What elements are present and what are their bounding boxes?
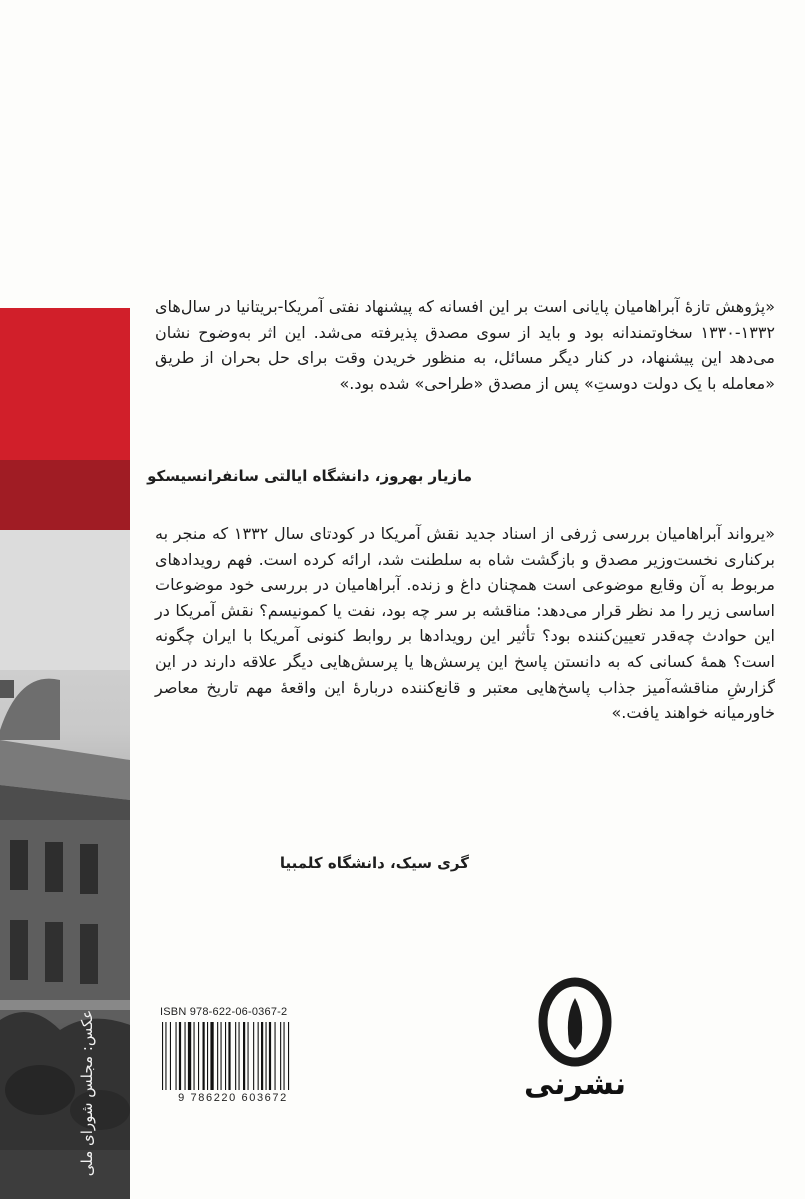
reed-pen-logo-icon	[535, 976, 615, 1076]
barcode-bar	[225, 1022, 226, 1090]
barcode-bar	[284, 1022, 285, 1090]
barcode-bar	[165, 1022, 166, 1090]
barcode-bar	[194, 1022, 195, 1090]
ean-digits: 9 786220 603672	[178, 1092, 288, 1104]
barcode-bar	[203, 1022, 205, 1090]
cover-photo-strip	[0, 308, 130, 1199]
barcode-bar	[221, 1022, 222, 1090]
barcode	[160, 1022, 306, 1090]
barcode-bar	[217, 1022, 218, 1090]
barcode-bar	[176, 1022, 177, 1090]
barcode-bar	[188, 1022, 191, 1090]
barcode-bar	[280, 1022, 281, 1090]
endorsement-author-1: مازیار بهروز، دانشگاه ایالتی سانفرانسیسکو	[147, 467, 472, 485]
barcode-bar	[243, 1022, 245, 1090]
endorsement-author-2: گری سیک، دانشگاه کلمبیا	[279, 854, 469, 872]
barcode-bar	[261, 1022, 263, 1090]
barcode-bar	[269, 1022, 271, 1090]
barcode-bar	[235, 1022, 236, 1090]
barcode-bar	[185, 1022, 186, 1090]
photo-credit: عکس: مجلس شورای ملی	[78, 1009, 96, 1177]
barcode-bar	[275, 1022, 276, 1090]
barcode-bar	[228, 1022, 230, 1090]
red-band	[0, 308, 130, 460]
barcode-bar	[248, 1022, 249, 1090]
building-photo	[0, 530, 130, 1199]
barcode-bar	[210, 1022, 213, 1090]
isbn-label: ISBN 978-622-06-0367-2	[160, 1006, 288, 1018]
barcode-bar	[288, 1022, 289, 1090]
barcode-bar	[170, 1022, 171, 1090]
barcode-bar	[179, 1022, 181, 1090]
barcode-bar	[207, 1022, 208, 1090]
barcode-bar	[162, 1022, 163, 1090]
barcode-bar	[239, 1022, 240, 1090]
dark-red-band	[0, 460, 130, 530]
barcode-bar	[266, 1022, 267, 1090]
publisher-name: نشرنی	[523, 1067, 627, 1102]
barcode-bar	[198, 1022, 199, 1090]
endorsement-quote-1: «پژوهش تازهٔ آبراهامیان پایانی است بر این افسانه که پیشنهاد نفتی آمریکا-بریتانیا در سال‌های ۱۳۳۲-۱۳۳۰ سخاوتمندانه بود و باید از سوی مصدق پذیرفته می‌شد. این اثر به‌وضوح نشان می‌دهد این پیشنهاد، در کنار دیگر مسائل، به منظور خریدن وقت برای حل بحران از طریق «معامله با یک دولت دوستِ» پس از مصدق «طراحی» شده بود.»	[155, 297, 775, 393]
endorsement-quote-2: «یرواند آبراهامیان بررسی ژرفی از اسناد جدید نقش آمریکا در کودتای سال ۱۳۳۲ که منجر به برکناری نخست‌وزیر مصدق و بازگشت شاه به سلطنت شد، ارائه کرده است. فهم رویدادهای مربوط به آن وقایع موضوعی است همچنان داغ و زنده. آبراهامیان در بررسی خود موضوعات اساسی زیر را مد نظر قرار می‌دهد: مناقشه بر سر چه بود، نفت یا کمونیسم؟ نقش آمریکا در این حوادث چه‌قدر تعیین‌کننده بود؟ تأثیر این رویدادها بر روابط کنونی آمریکا با ایران چگونه است؟ همهٔ کسانی که به دانستن پاسخ این پرسش‌ها یا پرسش‌هایی دیگر علاقه دارند در این گزارشِ مناقشه‌آمیز جذاب پاسخ‌هایی معتبر و قانع‌کننده دربارهٔ این واقعهٔ مهم تاریخ معاصر خاورمیانه خواهند یافت.»	[155, 524, 775, 723]
barcode-bar	[258, 1022, 259, 1090]
barcode-bar	[253, 1022, 254, 1090]
